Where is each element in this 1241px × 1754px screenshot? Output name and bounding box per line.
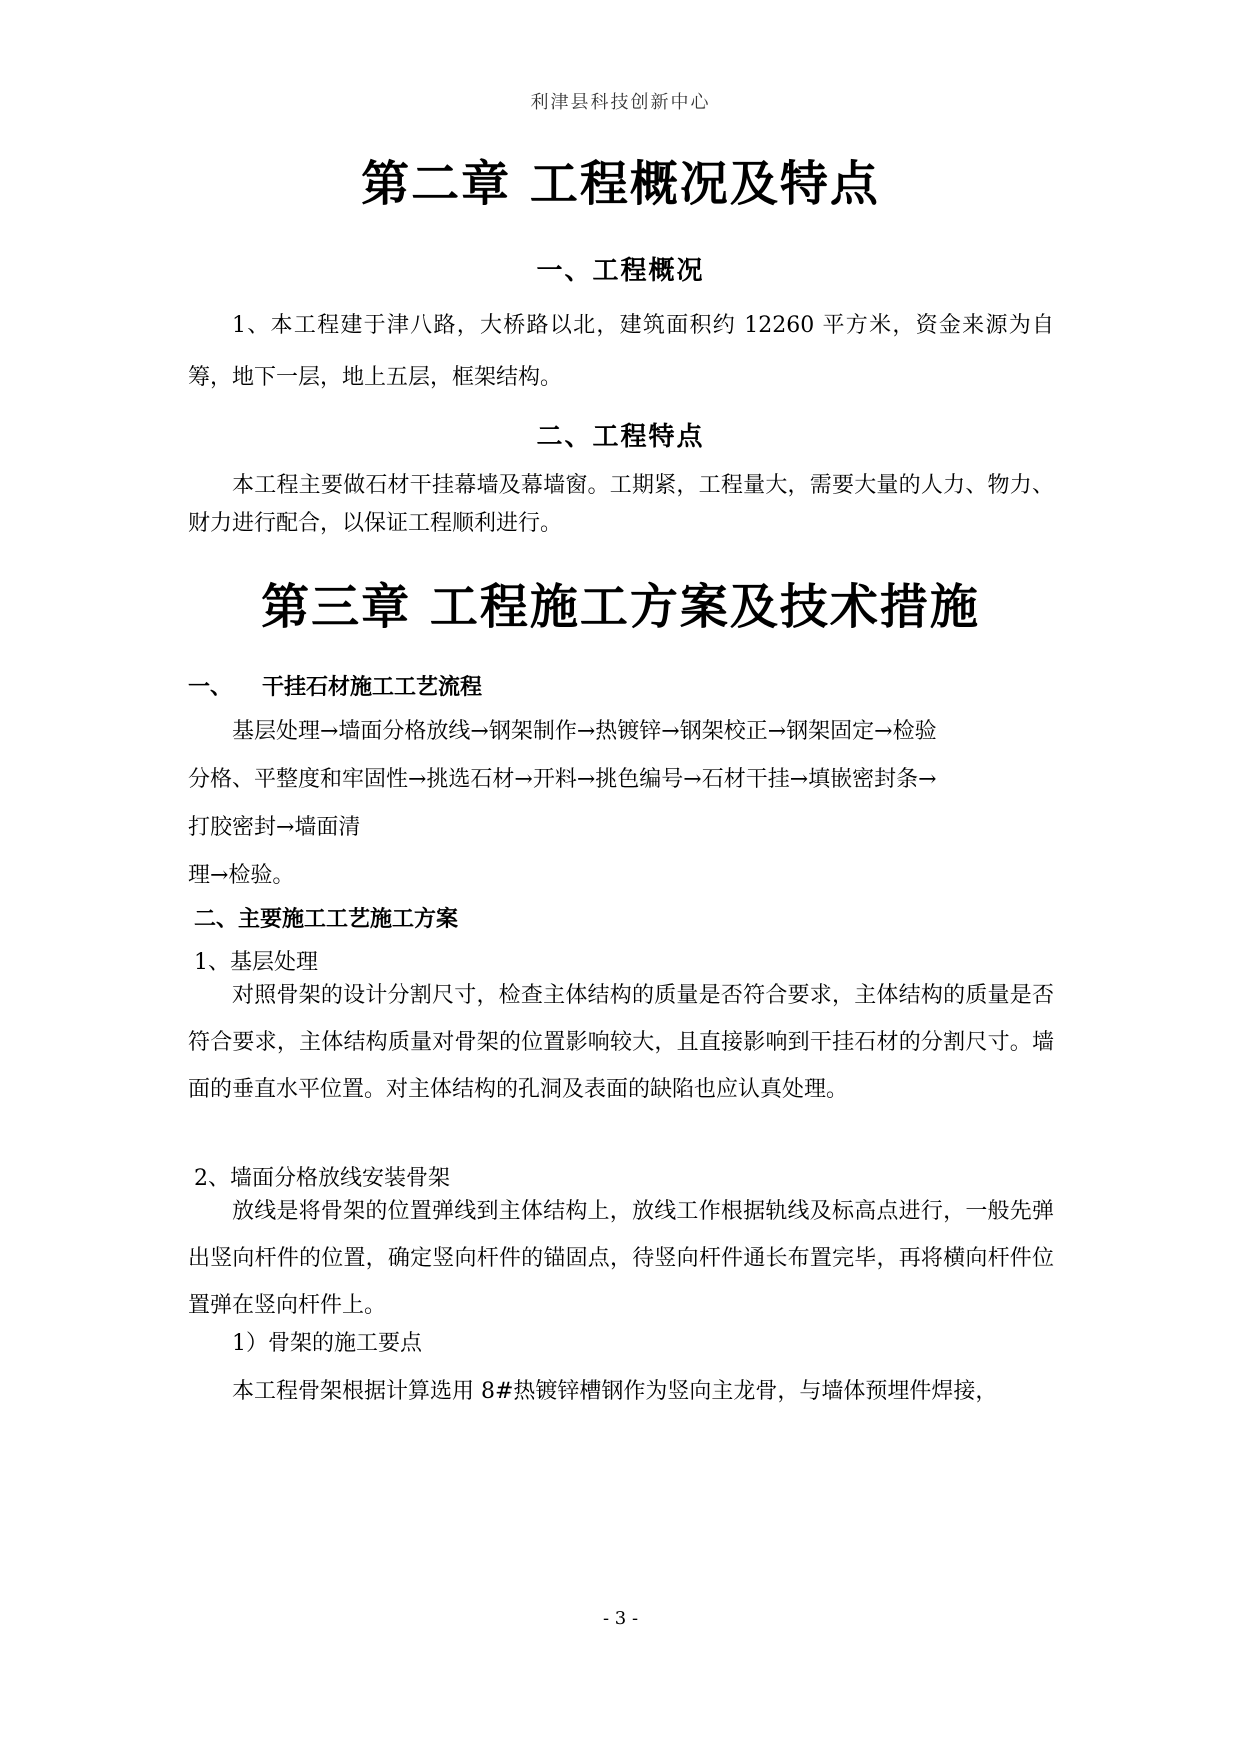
- section-features-title: 二、工程特点: [536, 422, 705, 452]
- item-1-paragraph: 对照骨架的设计分割尺寸，检查主体结构的质量是否符合要求，主体结构的质量是否符合要求，主体结构质量对骨架的位置影响较大，且直接影响到干挂石材的分割尺寸。墙面的垂直水平位置。对主体结构的孔洞及表面的缺陷也应认真处理。: [188, 983, 1054, 1102]
- section-main-process-title: 二、主要施工工艺施工方案: [194, 907, 459, 932]
- page-number: - 3 -: [602, 1608, 639, 1629]
- item-2-title: 2、墙面分格放线安装骨架: [194, 1166, 450, 1191]
- flow-line-1: 基层处理→墙面分格放线→钢架制作→热镀锌→钢架校正→钢架固定→检验: [232, 719, 937, 744]
- overview-paragraph: 1、本工程建于津八路，大桥路以北，建筑面积约 12260 平方米，资金来源为自筹，地下一层，地上五层，框架结构。: [188, 313, 1054, 390]
- section-flow-number: 一、: [188, 675, 233, 700]
- section-overview-title: 一、工程概况: [536, 256, 705, 286]
- chapter-3-title: 第三章 工程施工方案及技术措施: [261, 579, 980, 635]
- flow-line-2: 分格、平整度和牢固性→挑选石材→开料→挑色编号→石材干挂→填嵌密封条→: [188, 767, 937, 792]
- item-1-title: 1、基层处理: [194, 950, 318, 975]
- item-2-paragraph: 放线是将骨架的位置弹线到主体结构上，放线工作根据轨线及标高点进行，一般先弹出竖向杆件的位置，确定竖向杆件的锚固点，待竖向杆件通长布置完毕，再将横向杆件位置弹在竖向杆件上。: [188, 1199, 1054, 1318]
- flow-line-3: 打胶密封→墙面清: [188, 815, 361, 840]
- flow-line-4: 理→检验。: [188, 863, 295, 888]
- features-paragraph: 本工程主要做石材干挂幕墙及幕墙窗。工期紧，工程量大，需要大量的人力、物力、财力进行配合，以保证工程顺利进行。: [188, 473, 1054, 536]
- sub-item-1-paragraph: 本工程骨架根据计算选用 8#热镀锌槽钢作为竖向主龙骨，与墙体预埋件焊接，: [232, 1379, 998, 1404]
- page-header: 利津县科技创新中心: [530, 92, 711, 113]
- section-flow-title: 干挂石材施工工艺流程: [262, 675, 483, 700]
- chapter-2-title: 第二章 工程概况及特点: [361, 156, 880, 212]
- sub-item-1-title: 1）骨架的施工要点: [232, 1331, 422, 1356]
